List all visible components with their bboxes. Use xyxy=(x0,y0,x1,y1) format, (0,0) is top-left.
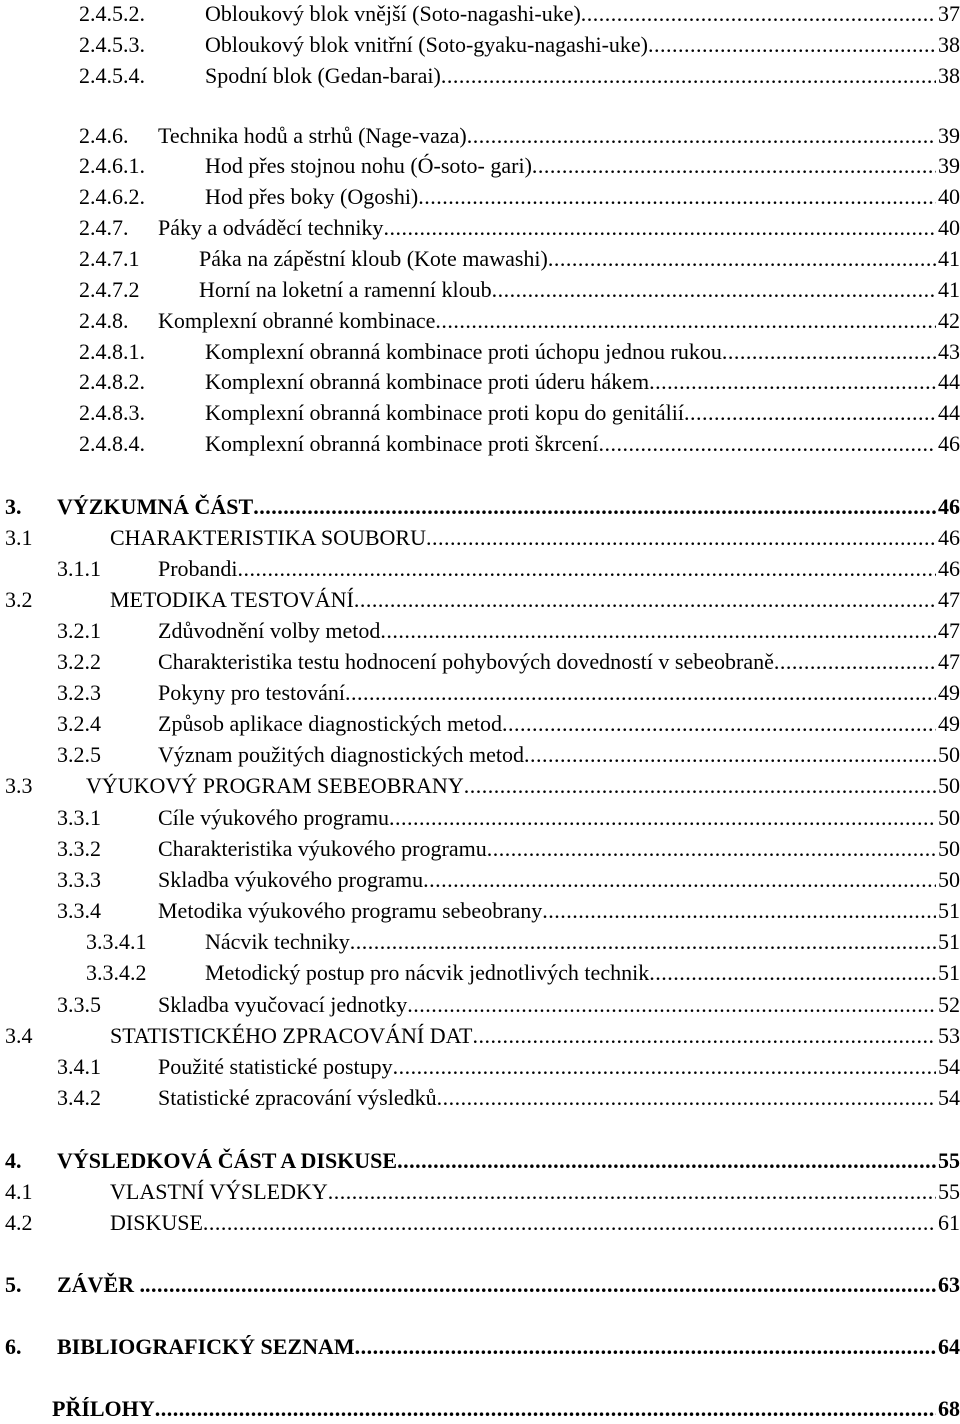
toc-entry xyxy=(0,678,960,708)
toc-entry-page: 40 xyxy=(938,215,960,240)
toc-dot-leader xyxy=(380,616,936,646)
toc-entry-number: 2.4.7. xyxy=(79,215,129,240)
toc-entry-title: DISKUSE xyxy=(110,1208,203,1238)
toc-dot-leader xyxy=(722,337,936,367)
toc-entry-number: 3.3.4.1 xyxy=(86,929,147,954)
toc-entry-title: Metodický postup pro nácvik jednotlivých technik xyxy=(205,958,649,988)
toc-entry-page: 46 xyxy=(938,431,960,456)
toc-entry-page: 52 xyxy=(938,992,960,1017)
toc-entry-title: CHARAKTERISTIKA SOUBORU xyxy=(110,523,426,553)
toc-chapter-entry xyxy=(0,1332,960,1362)
toc-dot-leader xyxy=(237,554,936,584)
toc-dot-leader xyxy=(467,121,936,151)
toc-entry-title: VÝSLEDKOVÁ ČÁST A DISKUSE xyxy=(57,1146,397,1176)
toc-dot-leader xyxy=(441,61,936,91)
toc-entry-title: Metodika výukového programu sebeobrany xyxy=(158,896,542,926)
toc-entry-title: Význam použitých diagnostických metod xyxy=(158,740,524,770)
toc-dot-leader xyxy=(548,244,936,274)
toc-entry xyxy=(0,865,960,895)
toc-entry-page: 50 xyxy=(938,867,960,892)
toc-entry xyxy=(0,523,960,553)
toc-dot-leader xyxy=(389,803,936,833)
toc-entry-title: Horní na loketní a ramenní kloub xyxy=(199,275,492,305)
toc-entry-title: METODIKA TESTOVÁNÍ xyxy=(110,585,354,615)
toc-dot-leader xyxy=(648,30,936,60)
toc-entry-page: 50 xyxy=(938,805,960,830)
toc-entry-number: 5. xyxy=(5,1272,22,1297)
toc-entry-number: 3.3.5 xyxy=(57,992,101,1017)
toc-dot-leader xyxy=(598,429,936,459)
toc-entry-title: VÝZKUMNÁ ČÁST xyxy=(57,492,253,522)
toc-entry xyxy=(0,585,960,615)
toc-entry-number: 3.3.2 xyxy=(57,836,101,861)
toc-entry-title: Komplexní obranná kombinace proti úchopu jednou rukou xyxy=(205,337,722,367)
toc-entry-number: 6. xyxy=(5,1334,22,1359)
toc-entry xyxy=(0,367,960,397)
toc-entry xyxy=(0,244,960,274)
toc-entry-page: 50 xyxy=(938,836,960,861)
toc-entry xyxy=(0,213,960,243)
toc-dot-leader xyxy=(355,1332,936,1362)
toc-entry xyxy=(0,0,960,29)
toc-entry xyxy=(0,121,960,151)
toc-entry-title: ZÁVĚR . xyxy=(57,1270,145,1300)
toc-entry-page: 37 xyxy=(938,1,960,26)
toc-dot-leader xyxy=(328,1177,936,1207)
toc-entry-page: 39 xyxy=(938,153,960,178)
toc-entry-page: 44 xyxy=(938,369,960,394)
toc-entry-title: Statistické zpracování výsledků xyxy=(158,1083,437,1113)
toc-entry-title: Skladba výukového programu xyxy=(158,865,423,895)
toc-entry xyxy=(0,306,960,336)
toc-dot-leader xyxy=(393,1052,936,1082)
toc-dot-leader xyxy=(532,151,936,181)
toc-entry xyxy=(0,398,960,428)
toc-dot-leader xyxy=(649,367,936,397)
toc-entry-title: VÝUKOVÝ PROGRAM SEBEOBRANY xyxy=(86,771,464,801)
toc-dot-leader xyxy=(524,740,936,770)
toc-entry-page: 47 xyxy=(938,618,960,643)
toc-entry-page: 50 xyxy=(938,773,960,798)
toc-dot-leader xyxy=(437,1083,936,1113)
toc-entry-number: 3. xyxy=(5,494,22,519)
toc-entry-title: Komplexní obranná kombinace proti kopu do genitálií xyxy=(205,398,684,428)
toc-chapter-entry xyxy=(0,1270,960,1300)
toc-entry xyxy=(0,1052,960,1082)
toc-entry-number: 3.3 xyxy=(5,773,33,798)
toc-entry-title: Nácvik techniky xyxy=(205,927,350,957)
toc-entry-number: 2.4.5.2. xyxy=(79,1,145,26)
toc-entry-number: 3.3.1 xyxy=(57,805,101,830)
toc-entry-page: 55 xyxy=(938,1179,960,1204)
toc-entry-title: Spodní blok (Gedan-barai) xyxy=(205,61,441,91)
toc-entry-number: 3.2 xyxy=(5,587,33,612)
toc-entry-title: STATISTICKÉHO ZPRACOVÁNÍ DAT xyxy=(110,1021,472,1051)
toc-entry-title: Páka na zápěstní kloub (Kote mawashi) xyxy=(199,244,548,274)
toc-entry xyxy=(0,61,960,91)
toc-entry-number: 3.1.1 xyxy=(57,556,101,581)
toc-dot-leader xyxy=(203,1208,936,1238)
toc-entry-title: Technika hodů a strhů (Nage-vaza) xyxy=(158,121,467,151)
toc-entry-title: Skladba vyučovací jednotky xyxy=(158,990,407,1020)
toc-entry-title: Charakteristika testu hodnocení pohybových dovedností v sebeobraně xyxy=(158,647,774,677)
toc-dot-leader xyxy=(502,709,936,739)
toc-dot-leader xyxy=(253,492,936,522)
toc-entry-number: 3.4 xyxy=(5,1023,33,1048)
toc-entry xyxy=(0,709,960,739)
toc-entry xyxy=(0,990,960,1020)
toc-entry-number: 3.2.3 xyxy=(57,680,101,705)
toc-entry xyxy=(0,771,960,801)
toc-dot-leader xyxy=(774,647,936,677)
toc-entry-page: 63 xyxy=(938,1272,960,1297)
toc-entry-page: 46 xyxy=(938,494,960,519)
toc-dot-leader xyxy=(472,1021,936,1051)
toc-entry xyxy=(0,429,960,459)
toc-entry-number: 2.4.8.2. xyxy=(79,369,145,394)
toc-chapter-entry xyxy=(0,492,960,522)
toc-entry-number: 3.1 xyxy=(5,525,33,550)
toc-entry xyxy=(0,182,960,212)
toc-entry-page: 50 xyxy=(938,742,960,767)
toc-chapter-entry xyxy=(0,1394,960,1424)
toc-dot-leader xyxy=(464,771,936,801)
toc-entry-number: 2.4.5.3. xyxy=(79,32,145,57)
toc-dot-leader xyxy=(345,678,936,708)
toc-entry-page: 55 xyxy=(938,1148,960,1173)
toc-entry-title: Komplexní obranné kombinace xyxy=(158,306,435,336)
toc-entry-page: 47 xyxy=(938,649,960,674)
toc-entry-page: 54 xyxy=(938,1054,960,1079)
toc-entry-number: 3.3.4.2 xyxy=(86,960,147,985)
toc-entry-number: 2.4.6.2. xyxy=(79,184,145,209)
toc-entry-number: 3.4.2 xyxy=(57,1085,101,1110)
toc-entry-number: 2.4.8.1. xyxy=(79,339,145,364)
toc-entry xyxy=(0,616,960,646)
toc-entry xyxy=(0,275,960,305)
toc-entry xyxy=(0,30,960,60)
toc-entry-page: 49 xyxy=(938,711,960,736)
toc-entry-number: 2.4.6.1. xyxy=(79,153,145,178)
toc-entry-page: 49 xyxy=(938,680,960,705)
toc-dot-leader xyxy=(492,275,936,305)
toc-entry-page: 41 xyxy=(938,277,960,302)
toc-entry-number: 3.3.3 xyxy=(57,867,101,892)
toc-dot-leader xyxy=(145,1270,936,1300)
toc-entry-page: 40 xyxy=(938,184,960,209)
toc-entry xyxy=(0,151,960,181)
toc-dot-leader xyxy=(487,834,936,864)
toc-entry-title: PŘÍLOHY xyxy=(52,1394,155,1424)
toc-entry-page: 42 xyxy=(938,308,960,333)
toc-entry-number: 2.4.7.2 xyxy=(79,277,140,302)
toc-entry-page: 44 xyxy=(938,400,960,425)
toc-entry-number: 2.4.8.4. xyxy=(79,431,145,456)
toc-entry-title: Cíle výukového programu xyxy=(158,803,389,833)
toc-entry xyxy=(0,896,960,926)
toc-entry-number: 4.2 xyxy=(5,1210,33,1235)
toc-entry xyxy=(0,1208,960,1238)
toc-entry xyxy=(0,958,960,988)
toc-dot-leader xyxy=(435,306,936,336)
toc-dot-leader xyxy=(581,0,936,29)
toc-entry-number: 3.2.4 xyxy=(57,711,101,736)
toc-entry-title: Použité statistické postupy xyxy=(158,1052,393,1082)
toc-entry-title: Způsob aplikace diagnostických metod xyxy=(158,709,502,739)
toc-entry-number: 4. xyxy=(5,1148,22,1173)
toc-dot-leader xyxy=(426,523,936,553)
toc-entry xyxy=(0,554,960,584)
toc-entry-title: Probandi xyxy=(158,554,237,584)
toc-entry-page: 43 xyxy=(938,339,960,364)
toc-entry-number: 3.2.5 xyxy=(57,742,101,767)
toc-entry-page: 54 xyxy=(938,1085,960,1110)
toc-entry-page: 46 xyxy=(938,525,960,550)
toc-entry xyxy=(0,647,960,677)
toc-entry-number: 2.4.7.1 xyxy=(79,246,140,271)
toc-entry-number: 2.4.6. xyxy=(79,123,129,148)
toc-dot-leader xyxy=(423,865,936,895)
toc-entry-page: 38 xyxy=(938,63,960,88)
toc-entry-title: Hod přes stojnou nohu (Ó-soto- gari) xyxy=(205,151,532,181)
toc-entry-title: Hod přes boky (Ogoshi) xyxy=(205,182,418,212)
toc-entry-title: Pokyny pro testování xyxy=(158,678,345,708)
toc-entry-page: 68 xyxy=(938,1396,960,1421)
toc-entry-title: Obloukový blok vnitřní (Soto-gyaku-nagashi-uke) xyxy=(205,30,648,60)
toc-entry-page: 51 xyxy=(938,898,960,923)
toc-entry-title: Charakteristika výukového programu xyxy=(158,834,487,864)
toc-entry xyxy=(0,927,960,957)
toc-dot-leader xyxy=(397,1146,936,1176)
toc-dot-leader xyxy=(155,1394,936,1424)
toc-entry-page: 46 xyxy=(938,556,960,581)
toc-entry-page: 38 xyxy=(938,32,960,57)
toc-entry xyxy=(0,1021,960,1051)
toc-dot-leader xyxy=(354,585,936,615)
toc-chapter-entry xyxy=(0,1146,960,1176)
toc-entry-page: 61 xyxy=(938,1210,960,1235)
toc-entry-page: 64 xyxy=(938,1334,960,1359)
toc-entry-page: 41 xyxy=(938,246,960,271)
toc-entry-number: 3.2.2 xyxy=(57,649,101,674)
toc-dot-leader xyxy=(383,213,936,243)
toc-dot-leader xyxy=(542,896,936,926)
toc-entry-number: 2.4.5.4. xyxy=(79,63,145,88)
toc-entry-page: 47 xyxy=(938,587,960,612)
toc-entry-page: 39 xyxy=(938,123,960,148)
toc-entry xyxy=(0,740,960,770)
toc-entry-title: Obloukový blok vnější (Soto-nagashi-uke) xyxy=(205,0,581,29)
toc-entry-number: 4.1 xyxy=(5,1179,33,1204)
toc-entry xyxy=(0,1083,960,1113)
toc-entry xyxy=(0,834,960,864)
toc-entry-page: 53 xyxy=(938,1023,960,1048)
toc-entry-page: 51 xyxy=(938,960,960,985)
toc-entry-number: 2.4.8. xyxy=(79,308,129,333)
toc-entry xyxy=(0,337,960,367)
toc-entry-title: Komplexní obranná kombinace proti škrcení xyxy=(205,429,598,459)
toc-entry-title: Páky a odváděcí techniky xyxy=(158,213,383,243)
toc-dot-leader xyxy=(684,398,936,428)
toc-entry-number: 3.2.1 xyxy=(57,618,101,643)
toc-entry-title: VLASTNÍ VÝSLEDKY xyxy=(110,1177,328,1207)
toc-entry-title: Komplexní obranná kombinace proti úderu hákem xyxy=(205,367,649,397)
toc-entry-number: 2.4.8.3. xyxy=(79,400,145,425)
toc-entry-number: 3.3.4 xyxy=(57,898,101,923)
toc-dot-leader xyxy=(407,990,936,1020)
toc-entry-page: 51 xyxy=(938,929,960,954)
toc-entry-title: BIBLIOGRAFICKÝ SEZNAM xyxy=(57,1332,355,1362)
toc-entry xyxy=(0,803,960,833)
toc-dot-leader xyxy=(418,182,936,212)
toc-entry-number: 3.4.1 xyxy=(57,1054,101,1079)
toc-dot-leader xyxy=(350,927,936,957)
toc-dot-leader xyxy=(649,958,936,988)
toc-entry-title: Zdůvodnění volby metod xyxy=(158,616,380,646)
toc-entry xyxy=(0,1177,960,1207)
